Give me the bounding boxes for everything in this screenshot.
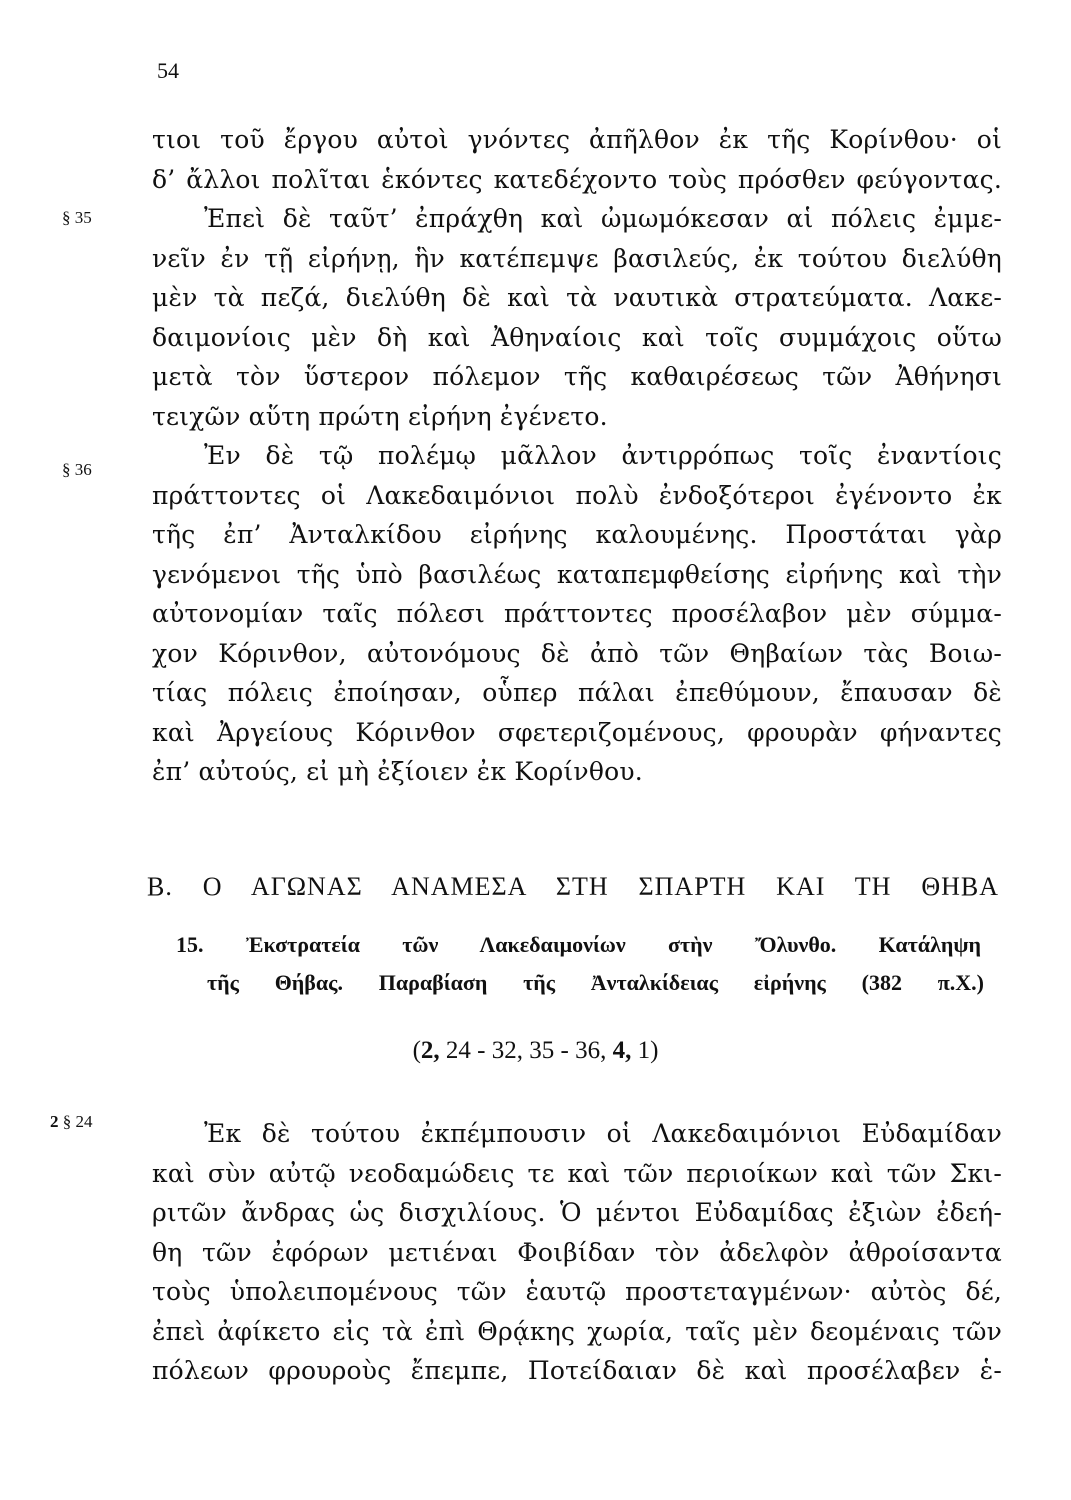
text-line: νεῖν ἐν τῇ εἰρήνῃ, ἣν κατέπεμψε βασιλεύς, ἐκ τούτου διελύθη [152,243,1002,273]
text-line: καὶ Ἀργείους Κόρινθον σφετεριζομένους, φρουρὰν φήναντες [152,717,1002,747]
text-line: αὐτονομίαν ταῖς πόλεσι πράττοντες προσέλαβον μὲν σύμμα- [152,599,1002,628]
passage-text-a [152,120,1002,792]
text-line: πράττοντες οἱ Λακεδαιμόνιοι πολὺ ἐνδοξότεροι ἐγένοντο ἐκ [152,480,1002,510]
source-reference-range-2: 1) [631,1037,659,1064]
margin-paragraph-35: § 35 [62,208,92,227]
margin-book-number: 2 [50,1112,59,1131]
text-line: τίας πόλεις ἐποίησαν, οὗπερ πάλαι ἐπεθύμουν, ἔπαυσαν δὲ [152,678,1002,707]
source-reference-book-2: 4, [612,1037,632,1064]
margin-paragraph-36: § 36 [62,460,92,479]
text-line: τῆς ἐπ’ Ἀνταλκίδου εἰρήνης καλουμένης. Προστάται γὰρ [152,520,1002,549]
margin-paragraph-24: § 24 [62,1112,93,1131]
page-number: 54 [157,58,179,83]
text-line: γενόμενοι τῆς ὑπὸ βασιλέως καταπεμφθείσης εἰρήνης καὶ τὴν [152,559,1002,589]
text-line: τειχῶν αὕτη πρώτη εἰρήνη ἐγένετο. [152,401,608,431]
text-line: δ’ ἄλλοι πολῖται ἑκόντες κατεδέχοντο τοὺς πρόσθεν φεύγοντας. [152,164,1002,194]
text-line: πόλεων φρουροὺς ἔπεμπε, Ποτείδαιαν δὲ καὶ προσέλαβεν ἑ- [152,1356,1002,1385]
source-reference [0,1037,1071,1065]
source-reference-book-1: 2, [420,1037,440,1064]
text-line: ἐπ’ αὐτούς, εἰ μὴ ἐξίοιεν ἐκ Κορίνθου. [152,757,643,786]
text-line: καὶ σὺν αὐτῷ νεοδαμώδεις τε καὶ τῶν περιοίκων καὶ τῶν Σκι- [152,1158,1002,1188]
text-line: μὲν τὰ πεζά, διελύθη δὲ καὶ τὰ ναυτικὰ στρατεύματα. Λακε- [152,283,1002,312]
source-reference-open: ( [412,1037,421,1064]
text-line: Ἐκ δὲ τούτου ἐκπέμπουσιν οἱ Λακεδαιμόνιοι Εὐδαμίδαν [204,1119,1002,1148]
text-line: τοὺς ὑπολειπομένους τῶν ἑαυτῷ προστεταγμένων· αὐτὸς δέ, [152,1277,1002,1306]
text-line: μετὰ τὸν ὕστερον πόλεμον τῆς καθαιρέσεως τῶν Ἀθήνησι [152,362,1002,391]
text-line: δαιμονίοις μὲν δὴ καὶ Ἀθηναίοις καὶ τοῖς συμμάχοις οὕτω [152,322,1002,352]
chapter-heading: Β. Ο ΑΓΩΝΑΣ ΑΝΑΜΕΣΑ ΣΤΗ ΣΠΑΡΤΗ ΚΑΙ ΤΗ ΘΗΒΑ [147,872,999,901]
margin-book-reference [50,1112,93,1132]
section-subheading-line-1: 15. Ἐκστρατεία τῶν Λακεδαιμονίων στὴν Ὄλυνθο. Κατάληψη [176,932,981,957]
text-line: Ἐν δὲ τῷ πολέμῳ μᾶλλον ἀντιρρόπως τοῖς ἐναντίοις [204,441,1002,470]
source-reference-range-1: 24 - 32, 35 - 36, [439,1037,613,1064]
text-line: ριτῶν ἄνδρας ὡς δισχιλίους. Ὁ μέντοι Εὐδαμίδας ἐξιὼν ἐδεή- [152,1198,1002,1227]
text-line: Ἐπεὶ δὲ ταῦτ’ ἐπράχθη καὶ ὠμωμόκεσαν αἱ πόλεις ἐμμε- [204,204,1002,233]
section-subheading-line-2: τῆς Θήβας. Παραβίαση τῆς Ἀνταλκίδειας εἰρήνης (382 π.Χ.) [207,970,984,995]
text-line: θη τῶν ἐφόρων μετιέναι Φοιβίδαν τὸν ἀδελφὸν ἀθροίσαντα [152,1237,1002,1267]
text-line: τιοι τοῦ ἔργου αὐτοὶ γνόντες ἀπῆλθον ἐκ τῆς Κορίνθου· οἱ [152,125,1002,154]
passage-text-b [152,1114,1002,1391]
text-line: ἐπεὶ ἀφίκετο εἰς τὰ ἐπὶ Θρᾴκης χωρία, ταῖς μὲν δεομέναις τῶν [152,1316,1002,1346]
text-line: χον Κόρινθον, αὐτονόμους δὲ ἀπὸ τῶν Θηβαίων τὰς Βοιω- [152,638,1002,668]
